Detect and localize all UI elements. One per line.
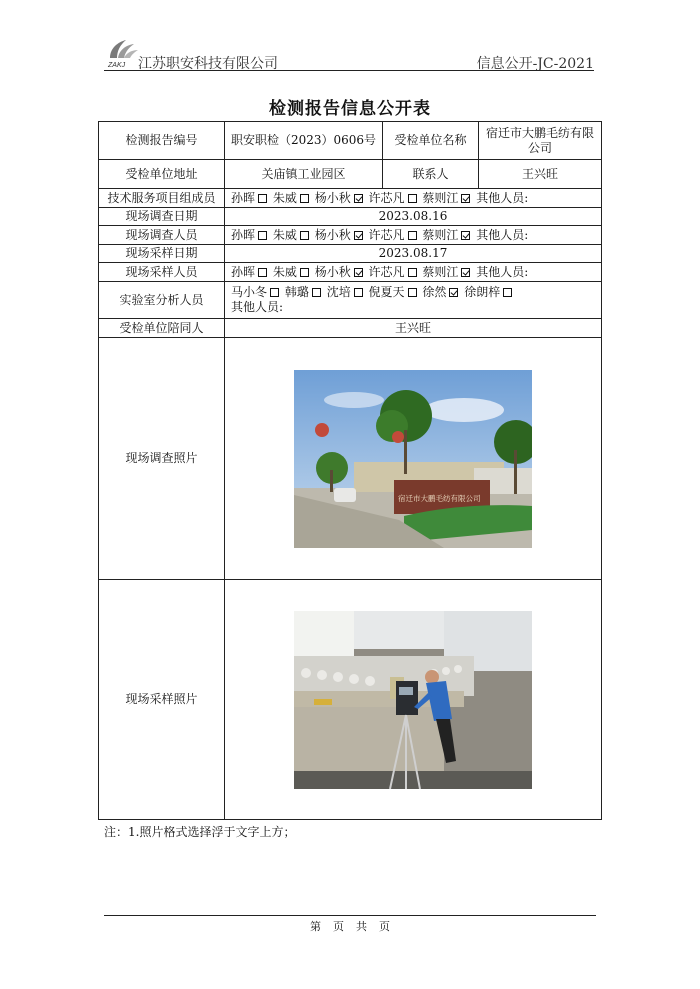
report-no-value: 职安职检（2023）0606号 (225, 122, 383, 160)
checkbox-checked[interactable] (461, 268, 470, 277)
table-row (99, 338, 602, 580)
checkbox[interactable] (300, 194, 309, 203)
checkbox[interactable] (258, 194, 267, 203)
page-header (104, 36, 594, 72)
unit-name-label: 受检单位名称 (383, 122, 479, 160)
table-row (99, 580, 602, 820)
table-row (99, 245, 602, 263)
checkbox-checked[interactable] (354, 231, 363, 240)
checkbox[interactable] (258, 268, 267, 277)
survey-staff-label: 现场调查人员 (99, 226, 225, 245)
checkbox[interactable] (408, 231, 417, 240)
table-row (99, 160, 602, 189)
page-unit: 页 (333, 920, 344, 933)
sampling-date-value: 2023.08.17 (225, 245, 602, 263)
checkbox[interactable] (408, 268, 417, 277)
survey-date-label: 现场调查日期 (99, 208, 225, 226)
sampling-staff: 孙晖 朱威 杨小秋 许芯凡 蔡则江 其他人员: (225, 263, 602, 282)
header-divider (104, 70, 594, 71)
sampling-photo-cell (225, 580, 602, 820)
document-code: 信息公开-JC-2021 (476, 56, 594, 72)
contact-label: 联系人 (383, 160, 479, 189)
escort-value: 王兴旺 (225, 319, 602, 338)
address-value: 关庙镇工业园区 (225, 160, 383, 189)
contact-value: 王兴旺 (479, 160, 602, 189)
svg-text:ZAKJ: ZAKJ (108, 62, 126, 69)
lab-staff: 马小冬 韩璐 沈培 倪夏天 徐然 徐朗梓 其他人员: (225, 282, 602, 319)
checkbox-checked[interactable] (354, 268, 363, 277)
total-unit: 页 (379, 920, 390, 933)
survey-staff: 孙晖 朱威 杨小秋 许芯凡 蔡则江 其他人员: (225, 226, 602, 245)
checkbox[interactable] (270, 288, 279, 297)
total-label: 共 (356, 920, 367, 933)
svg-text:宿迁市大鹏毛纺有限公司: 宿迁市大鹏毛纺有限公司 (398, 493, 481, 503)
escort-label: 受检单位陪同人 (99, 319, 225, 338)
checkbox[interactable] (300, 231, 309, 240)
checkbox[interactable] (300, 268, 309, 277)
checkbox-checked[interactable] (461, 231, 470, 240)
checkbox[interactable] (408, 288, 417, 297)
survey-photo-cell (225, 338, 602, 580)
unit-name-value: 宿迁市大鹏毛纺有限公司 (479, 122, 602, 160)
company-logo (104, 36, 140, 70)
sampling-date-label: 现场采样日期 (99, 245, 225, 263)
checkbox-checked[interactable] (449, 288, 458, 297)
team-label: 技术服务项目组成员 (99, 189, 225, 208)
sampling-staff-label: 现场采样人员 (99, 263, 225, 282)
company-name: 江苏职安科技有限公司 (138, 56, 278, 72)
table-row (99, 208, 602, 226)
team-members: 孙晖 朱威 杨小秋 许芯凡 蔡则江 其他人员: (225, 189, 602, 208)
table-row (99, 282, 602, 319)
checkbox[interactable] (258, 231, 267, 240)
checkbox[interactable] (503, 288, 512, 297)
address-label: 受检单位地址 (99, 160, 225, 189)
checkbox-checked[interactable] (461, 194, 470, 203)
lab-label: 实验室分析人员 (99, 282, 225, 319)
footnote: 注：1.照片格式选择浮于文字上方； (104, 825, 296, 839)
table-row (99, 226, 602, 245)
report-no-label: 检测报告编号 (99, 122, 225, 160)
checkbox-checked[interactable] (354, 194, 363, 203)
page-label: 第 (310, 920, 321, 933)
table-row (99, 122, 602, 160)
survey-date-value: 2023.08.16 (225, 208, 602, 226)
table-row (99, 319, 602, 338)
checkbox[interactable] (354, 288, 363, 297)
footer-divider (104, 915, 596, 916)
survey-photo-label: 现场调查照片 (99, 338, 225, 580)
page-title: 检测报告信息公开表 (269, 99, 431, 119)
checkbox[interactable] (408, 194, 417, 203)
survey-photo (294, 370, 532, 548)
table-row (99, 189, 602, 208)
sampling-photo (294, 611, 532, 789)
checkbox[interactable] (312, 288, 321, 297)
table-row (99, 263, 602, 282)
report-info-table (98, 121, 602, 820)
sampling-photo-label: 现场采样照片 (99, 580, 225, 820)
page-footer (0, 918, 700, 934)
